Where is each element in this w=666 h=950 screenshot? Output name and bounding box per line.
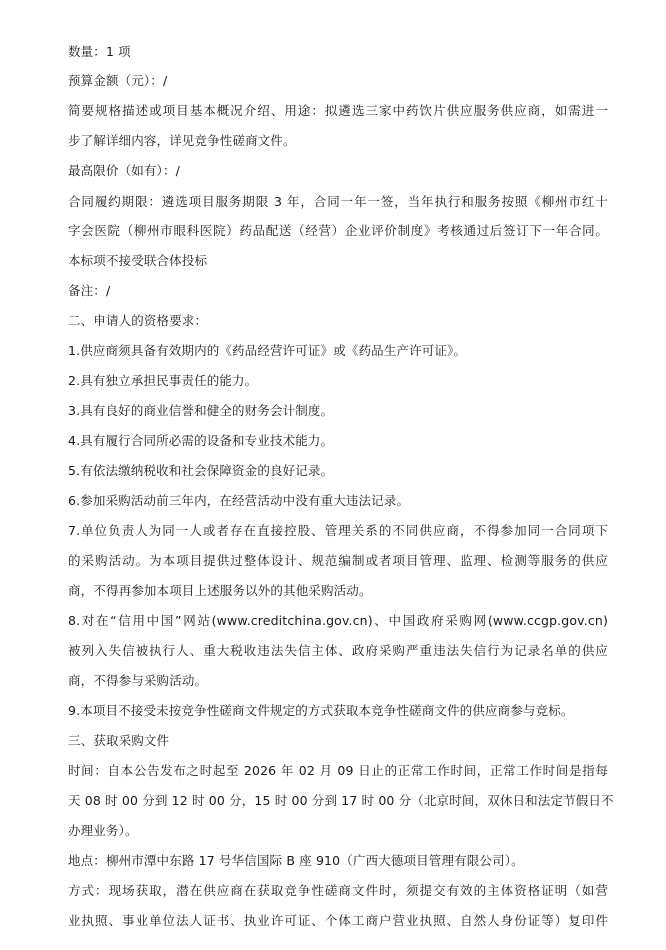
obtain-time-line-3: 办理业务）。 — [68, 823, 138, 838]
qualification-item-7-line-2: 的采购活动。为本项目提供过整体设计、规范编制或者项目管理、监理、检测等服务的供应 — [68, 553, 608, 568]
section-heading-qualifications: 二、申请人的资格要求： — [68, 313, 208, 328]
obtain-time-line-2: 天 08 时 00 分到 12 时 00 分，15 时 00 分到 17 时 00 分（北京时间，双休日和法定节假日不 — [68, 793, 614, 808]
qualification-item-6: 6.参加采购活动前三年内，在经营活动中没有重大违法记录。 — [68, 493, 410, 508]
obtain-method-line-2: 业执照、事业单位法人证书、执业许可证、个体工商户营业执照、自然人身份证等）复印件 — [68, 913, 608, 928]
obtain-method-line-1: 方式：现场获取，潜在供应商在获取竞争性磋商文件时，须提交有效的主体资格证明（如营 — [68, 883, 608, 898]
section-heading-obtain-documents: 三、获取采购文件 — [68, 733, 170, 748]
budget-line: 预算金额（元）：/ — [68, 73, 168, 88]
qualification-item-7-line-3: 商，不得再参加本项目上述服务以外的其他采购活动。 — [68, 583, 372, 598]
no-consortium-line: 本标项不接受联合体投标 — [68, 253, 208, 268]
max-price-line: 最高限价（如有）：/ — [68, 163, 180, 178]
qualification-item-4: 4.具有履行合同所必需的设备和专业技术能力。 — [68, 433, 334, 448]
qualification-item-9: 9.本项目不接受未按竞争性磋商文件规定的方式获取本竞争性磋商文件的供应商参与竞标。 — [68, 703, 574, 718]
qualification-item-7-line-1: 7.单位负责人为同一人或者存在直接控股、管理关系的不同供应商，不得参加同一合同项下 — [68, 523, 608, 538]
qualification-item-8-line-3: 商，不得参与采购活动。 — [68, 673, 208, 688]
qualification-item-5: 5.有依法缴纳税收和社会保障资金的良好记录。 — [68, 463, 334, 478]
spec-description-line-2: 步了解详细内容，详见竞争性磋商文件。 — [68, 133, 296, 148]
quantity-line: 数量：1 项 — [68, 44, 131, 59]
contract-term-line-2: 字会医院（柳州市眼科医院）药品配送（经营）企业评价制度》考核通过后签订下一年合同。 — [68, 223, 608, 238]
spec-description-line-1: 简要规格描述或项目基本概况介绍、用途：拟遴选三家中药饮片供应服务供应商，如需进一 — [68, 103, 608, 118]
obtain-location-line: 地点：柳州市潭中东路 17 号华信国际 B 座 910（广西大德项目管理有限公司）。 — [68, 853, 524, 868]
qualification-item-8-line-1: 8.对在“信用中国”网站(www.creditchina.gov.cn)、中国政府采购网(www.ccgp.gov.cn) — [68, 613, 608, 628]
qualification-item-2: 2.具有独立承担民事责任的能力。 — [68, 373, 258, 388]
obtain-time-line-1: 时间：自本公告发布之时起至 2026 年 02 月 09 日止的正常工作时间，正常工作时间是指每 — [68, 763, 608, 778]
contract-term-line-1: 合同履约期限：遴选项目服务期限 3 年，合同一年一签，当年执行和服务按照《柳州市红十 — [68, 194, 608, 209]
qualification-item-8-line-2: 被列入失信被执行人、重大税收违法失信主体、政府采购严重违法失信行为记录名单的供应 — [68, 643, 608, 658]
remarks-line: 备注：/ — [68, 283, 111, 298]
qualification-item-3: 3.具有良好的商业信誉和健全的财务会计制度。 — [68, 403, 334, 418]
qualification-item-1: 1.供应商须具备有效期内的《药品经营许可证》或《药品生产许可证》。 — [68, 343, 467, 358]
